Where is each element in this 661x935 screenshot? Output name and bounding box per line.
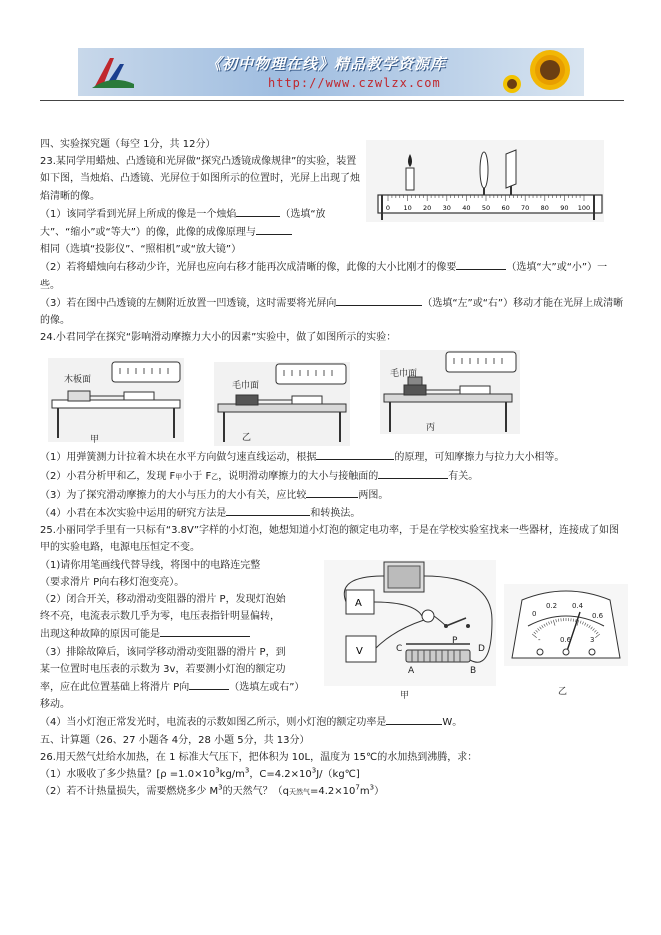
caption-jia: 甲 [90, 435, 100, 445]
q25-part1-a: （1)请你用笔画线代替导线，将图中的电路连完整 [40, 559, 261, 571]
exam-content [40, 136, 625, 802]
ruler-tick-label: 0 [385, 204, 391, 212]
label-jia-surface: 木板面 [64, 375, 92, 385]
section-4-heading: 四、实验探究题（每空 1分，共 12分） [40, 139, 216, 150]
q23-part1: （1）该同学看到光屏上所成的像是一个烛焰 （选填“放大”、“缩小”或“等大”）的像，此像的成像原理与 [40, 205, 362, 241]
ruler-tick-label: 20 [423, 204, 432, 212]
svg-text:V: V [356, 646, 363, 657]
q24-part2: （2）小君分析甲和乙，发现 F甲小于 F乙，说明滑动摩擦力的大小与接触面的 有关。 [40, 467, 625, 486]
question-23 [40, 153, 625, 329]
rheostat-label-a: A [408, 666, 415, 676]
caption-circuit-jia: 甲 [400, 691, 410, 701]
terminal-minus: - [538, 636, 541, 644]
label-yi-surface: 毛巾面 [232, 381, 260, 391]
question-25 [40, 522, 625, 731]
question-24 [40, 329, 625, 522]
banner-title: 《初中物理在线》精品教学资源库 [206, 55, 447, 73]
q24-part3: （3）为了探究滑动摩擦力的大小与压力的大小有关，应比较 两图。 [40, 486, 625, 504]
q25-part3-e: 移动。 [40, 699, 70, 711]
caption-ammeter-yi: 乙 [558, 687, 568, 697]
header-banner [78, 48, 584, 96]
q25-part2-a: （2）闭合开关，移动滑动变阻器的滑片 P，发现灯泡始 [40, 594, 286, 606]
rheostat-label-c: C [396, 644, 403, 654]
terminal-3: 3 [590, 636, 595, 644]
q25-part4: （4）当小灯泡正常发光时，电流表的示数如图乙所示，则小灯泡的额定功率是 W。 [40, 713, 625, 731]
ruler-tick-label: 60 [501, 204, 510, 212]
q24-part1: （1）用弹簧测力计拉着木块在水平方向做匀速直线运动，根据 的原理，可知摩擦力与拉力大小相等。 [40, 448, 625, 466]
ruler-tick-label: 40 [462, 204, 471, 212]
q24-figure-space [40, 346, 625, 448]
logo-icon [90, 54, 136, 90]
q24-stem: 24.小君同学在探究“影响滑动摩擦力大小的因素”实验中，做了如图所示的实验： [40, 332, 397, 344]
ruler-tick-label: 70 [521, 204, 530, 212]
section-5-heading: 五、计算题（26、27 小题各 4分，28 小题 5分，共 13分） [40, 734, 310, 746]
q24-part4: （4）小君在本次实验中运用的研究方法是 和转换法。 [40, 504, 625, 522]
terminal-0-6: 0.6 [560, 636, 572, 644]
q25-part3-c: 率，应在此位置基础上将滑片 P向 （选填左或右”） [40, 678, 328, 696]
header-rule [40, 100, 624, 101]
q25-part3-b: 某一位置时电压表的示数为 3v，若要测小灯泡的额定功 [40, 663, 286, 675]
ruler-tick-label: 10 [403, 204, 412, 212]
banner-url: http://www.czwlzx.com [268, 76, 441, 90]
ruler-tick-label: 50 [481, 204, 491, 212]
dial-tick-0-2: 0.2 [546, 602, 558, 610]
dial-tick-0: 0 [532, 610, 537, 618]
ruler-tick-label: 80 [540, 204, 549, 212]
rheostat-label-b: B [470, 666, 477, 676]
caption-yi: 乙 [242, 433, 252, 443]
sunflower-icon [498, 48, 578, 96]
q25-part3-a: （3）排除故障后，该同学移动滑动变阻器的滑片 P，到 [40, 646, 286, 658]
q25-part1-b: （要求滑片 P向右移灯泡变亮）。 [40, 576, 185, 588]
dial-tick-0-6: 0.6 [592, 612, 604, 620]
question-26 [40, 749, 625, 802]
q23-part2: （2）若将蜡烛向右移动少许，光屏也应向右移才能再次成清晰的像，此像的大小比刚才的像要 （选填“大”或“小”）一些。 [40, 258, 625, 293]
label-bing-surface: 毛巾面 [390, 369, 418, 379]
q23-part1-tail: 相同（选填“投影仪”、“照相机”或“放大镜”） [40, 244, 242, 256]
q23-part3: （3）若在图中凸透镜的左侧附近放置一凹透镜，这时需要将光屏向 （选填“左”或“右”）移动才能在光屏上成清晰的像。 [40, 294, 625, 329]
rheostat-label-d: D [478, 644, 485, 654]
ruler-tick-label: 90 [560, 204, 569, 212]
ruler-tick-label: 30 [442, 204, 451, 212]
q26-part1: （1）水吸收了多少热量？[$\rho =1.0\times 10^3kg/m^3$，$C=4.2\times 10^3J/(kg℃]$ [40, 766, 360, 781]
q25-part2-b: 终不亮，电流表示数几乎为零，电压表指针明显偏转， [40, 611, 280, 623]
q26-stem: 26.用天然气灶给水加热，在 1 标准大气压下，把体积为 10L，温度为 15℃的水加热到沸腾，求： [40, 751, 478, 763]
caption-bing: 丙 [426, 423, 436, 433]
q25-part2-c: 出现这种故障的原因可能是 [40, 625, 328, 643]
q23-stem: 23.某同学用蜡烛、凸透镜和光屏做“探究凸透镜成像规律”的实验，装置如下图，当烛焰、凸透镜、光屏位于如图所示的位置时，光屏上出现了烛焰清晰的像。 [40, 156, 360, 202]
ruler-tick-label: 100 [577, 204, 591, 212]
q25-stem: 25.小丽同学手里有一只标有“3.8V”字样的小灯泡，她想知道小灯泡的额定电功率，于是在学校实验室找来一些器材，连接成了如图甲的实验电路，电源电压恒定不变。 [40, 525, 620, 554]
rheostat-label-p: P [452, 636, 458, 646]
dial-tick-0-4: 0.4 [572, 602, 584, 610]
q26-part2: （2）若不计热量损失，需要燃烧多少 $M^3$的天然气？（q天然气$=4.2\times 10^7m^3$） [40, 783, 385, 798]
svg-text:A: A [355, 598, 362, 609]
